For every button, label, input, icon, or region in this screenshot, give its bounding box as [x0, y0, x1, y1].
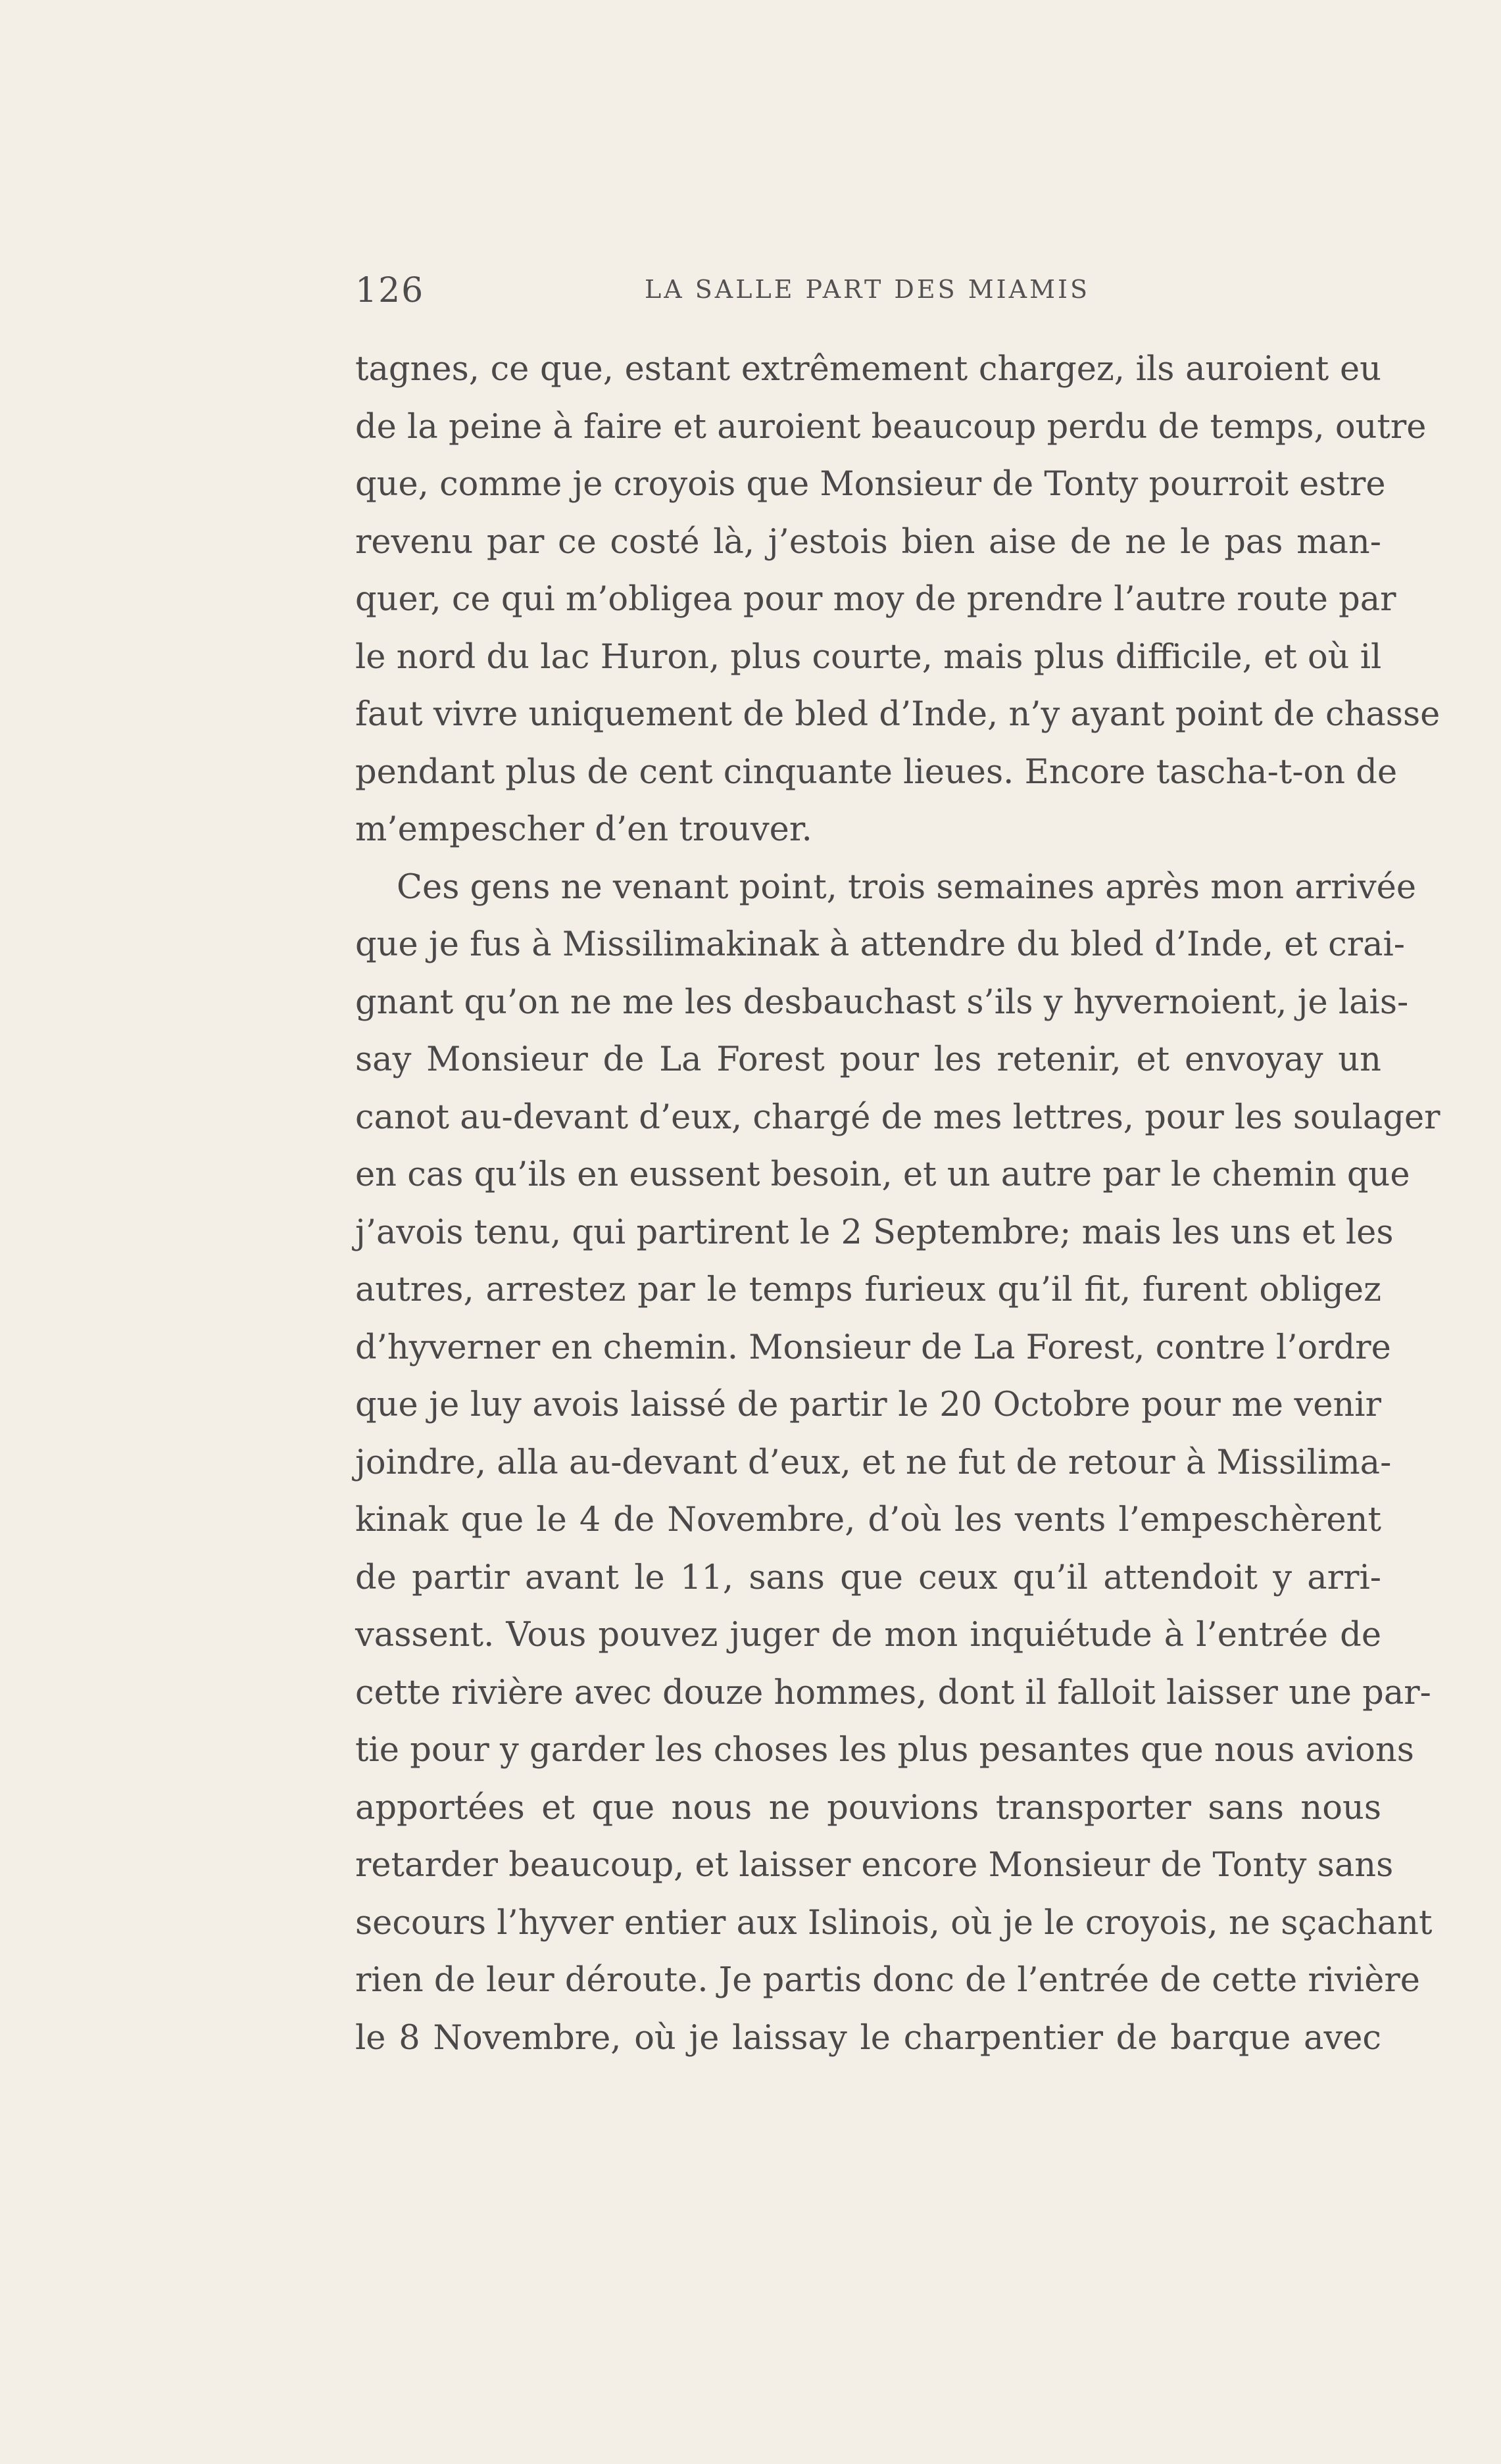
text-line: quer, ce qui m’obligea pour moy de prendre l’autre route par — [355, 580, 1396, 619]
text-line: tie pour y garder les choses les plus pesantes que nous avions — [355, 1731, 1414, 1770]
text-line: secours l’hyver entier aux Islinois, où je le croyois, ne sçachant — [355, 1903, 1433, 1943]
body-text — [355, 341, 1440, 2067]
text-line: tagnes, ce que, estant extrêmement chargez, ils auroient eu — [355, 350, 1381, 389]
text-line: le nord du lac Huron, plus courte, mais plus difficile, et où il — [355, 637, 1382, 677]
page-number: 126 — [355, 271, 425, 310]
text-line: que je luy avois laissé de partir le 20 Octobre pour me venir — [355, 1386, 1381, 1424]
text-line: j’avois tenu, qui partirent le 2 Septembre; mais les uns et les — [355, 1213, 1394, 1252]
text-line: que, comme je croyois que Monsieur de Tonty pourroit estre — [355, 465, 1386, 504]
text-line: retarder beaucoup, et laisser encore Monsieur de Tonty sans — [355, 1846, 1394, 1885]
text-line: autres, arrestez par le temps furieux qu’il fit, furent obligez — [355, 1270, 1381, 1309]
text-line: cette rivière avec douze hommes, dont il falloit laisser une par- — [355, 1673, 1431, 1712]
text-line: le 8 Novembre, où je laissay le charpentier de barque avec — [355, 2018, 1381, 2058]
paragraph-start-line: Ces gens ne venant point, trois semaines après mon arrivée — [397, 867, 1416, 907]
text-line: joindre, alla au-devant d’eux, et ne fut de retour à Missilima- — [355, 1443, 1392, 1482]
text-line: de la peine à faire et auroient beaucoup perdu de temps, outre — [355, 407, 1427, 447]
text-line: canot au-devant d’eux, chargé de mes lettres, pour les soulager — [355, 1098, 1440, 1137]
text-line: d’hyverner en chemin. Monsieur de La Forest, contre l’ordre — [355, 1328, 1391, 1367]
running-title: LA SALLE PART DES MIAMIS — [645, 275, 1091, 304]
text-line: revenu par ce costé là, j’estois bien aise de ne le pas man- — [355, 522, 1381, 562]
text-line: vassent. Vous pouvez juger de mon inquiétude à l’entrée de — [355, 1616, 1381, 1655]
text-line: que je fus à Missilimakinak à attendre du bled d’Inde, et crai- — [355, 925, 1406, 964]
text-line: apportées et que nous ne pouvions transporter sans nous — [355, 1788, 1381, 1827]
text-line: m’empescher d’en trouver. — [355, 810, 812, 849]
page-header — [355, 271, 1381, 310]
text-line: en cas qu’ils en eussent besoin, et un autre par le chemin que — [355, 1155, 1410, 1194]
text-line: pendant plus de cent cinquante lieues. Encore tascha-t-on de — [355, 752, 1398, 792]
text-line: gnant qu’on ne me les desbauchast s’ils y hyvernoient, je lais- — [355, 982, 1409, 1022]
text-line: rien de leur déroute. Je partis donc de l’entrée de cette rivière — [355, 1961, 1420, 2000]
text-line: kinak que le 4 de Novembre, d’où les vents l’empeschèrent — [355, 1501, 1381, 1539]
text-line: faut vivre uniquement de bled d’Inde, n’y ayant point de chasse — [355, 695, 1440, 734]
text-line: say Monsieur de La Forest pour les retenir, et envoyay un — [355, 1040, 1381, 1079]
text-line: de partir avant le 11, sans que ceux qu’il attendoit y arri- — [355, 1558, 1381, 1597]
